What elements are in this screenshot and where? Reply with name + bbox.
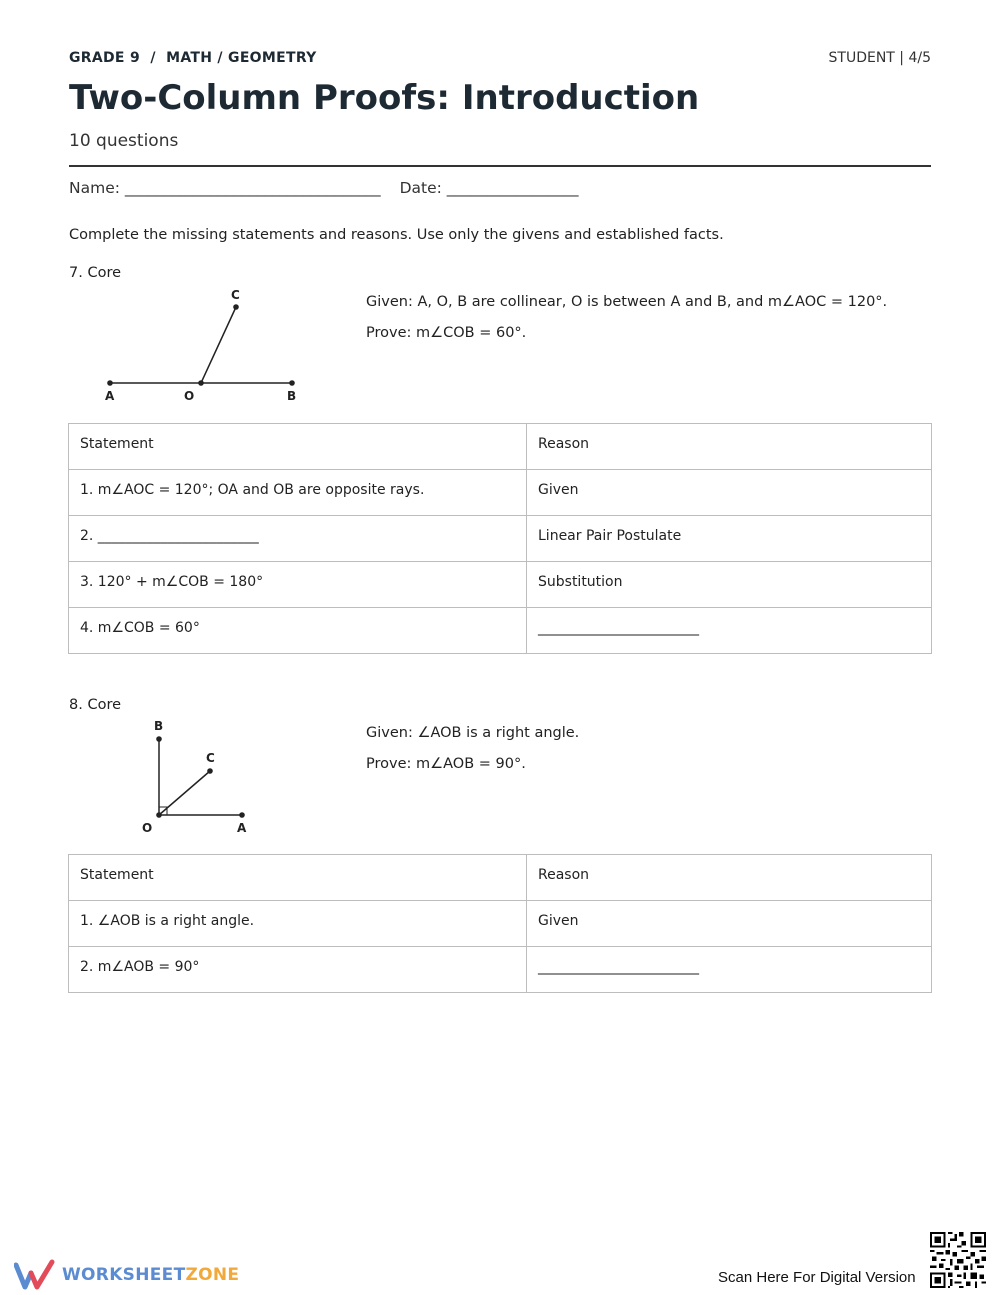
- point-b: [289, 380, 295, 386]
- breadcrumb: GRADE 9 / MATH / GEOMETRY: [69, 50, 317, 66]
- logo-text-zone: ZONE: [185, 1265, 240, 1285]
- question-8-prove: Prove: m∠AOB = 90°.: [366, 756, 526, 772]
- name-date-line: [69, 179, 593, 197]
- question-8-label: 8. Core: [69, 697, 122, 713]
- label-a: A: [105, 389, 115, 403]
- statement-cell: 3. 120° + m∠COB = 180°: [69, 562, 527, 608]
- reason-cell: Linear Pair Postulate: [527, 516, 932, 562]
- logo-text: [62, 1265, 239, 1285]
- instructions: Complete the missing statements and reasons. Use only the givens and established facts.: [69, 227, 724, 243]
- scan-text: Scan Here For Digital Version: [718, 1269, 916, 1286]
- question-8-proof-table: [68, 854, 932, 993]
- statement-header: Statement: [69, 855, 527, 901]
- table-row: [69, 516, 932, 562]
- table-row: [69, 562, 932, 608]
- label-c: C: [206, 751, 215, 765]
- point-a: [107, 380, 113, 386]
- header-top: [69, 50, 931, 70]
- table-header-row: [69, 424, 932, 470]
- table-row: [69, 470, 932, 516]
- reason-blank-cell[interactable]: _______________________: [527, 608, 932, 654]
- question-8-given: Given: ∠AOB is a right angle.: [366, 725, 580, 741]
- statement-cell: 1. m∠AOC = 120°; OA and OB are opposite rays.: [69, 470, 527, 516]
- point-a: [239, 812, 245, 818]
- point-b: [156, 736, 162, 742]
- logo-text-worksheet: WORKSHEET: [62, 1265, 186, 1285]
- ray-oc: [201, 307, 236, 383]
- table-row: [69, 901, 932, 947]
- statement-blank-cell[interactable]: 2. _______________________: [69, 516, 527, 562]
- reason-blank-cell[interactable]: _______________________: [527, 947, 932, 993]
- question-7-prove: Prove: m∠COB = 60°.: [366, 325, 527, 341]
- label-b: B: [154, 719, 164, 733]
- student-page-indicator: STUDENT | 4/5: [828, 50, 931, 66]
- page-title: Two-Column Proofs: Introduction: [69, 78, 700, 118]
- question-count: 10 questions: [69, 131, 179, 151]
- question-7-proof-table: [68, 423, 932, 654]
- statement-header: Statement: [69, 424, 527, 470]
- reason-cell: Substitution: [527, 562, 932, 608]
- statement-cell: 1. ∠AOB is a right angle.: [69, 901, 527, 947]
- w-check-logo-icon: [14, 1259, 56, 1291]
- table-header-row: [69, 855, 932, 901]
- date-field[interactable]: Date: _________________: [399, 179, 579, 197]
- question-7-given: Given: A, O, B are collinear, O is between A and B, and m∠AOC = 120°.: [366, 294, 888, 310]
- reason-header: Reason: [527, 424, 932, 470]
- label-b: B: [287, 389, 297, 403]
- table-row: [69, 947, 932, 993]
- question-7-diagram: [100, 285, 310, 410]
- qr-code-icon[interactable]: [930, 1232, 986, 1288]
- table-row: [69, 608, 932, 654]
- label-c: C: [231, 288, 240, 302]
- statement-cell: 2. m∠AOB = 90°: [69, 947, 527, 993]
- label-o: O: [184, 389, 195, 403]
- header-divider: [69, 165, 931, 167]
- point-o: [198, 380, 204, 386]
- worksheetzone-logo[interactable]: [14, 1259, 254, 1291]
- point-c: [233, 304, 239, 310]
- statement-cell: 4. m∠COB = 60°: [69, 608, 527, 654]
- reason-header: Reason: [527, 855, 932, 901]
- point-c: [207, 768, 213, 774]
- reason-cell: Given: [527, 901, 932, 947]
- label-o: O: [142, 821, 153, 835]
- point-o: [156, 812, 162, 818]
- question-7-label: 7. Core: [69, 265, 122, 281]
- question-8-diagram: [138, 716, 258, 841]
- reason-cell: Given: [527, 470, 932, 516]
- label-a: A: [237, 821, 247, 835]
- name-field[interactable]: Name: _________________________________: [69, 179, 381, 197]
